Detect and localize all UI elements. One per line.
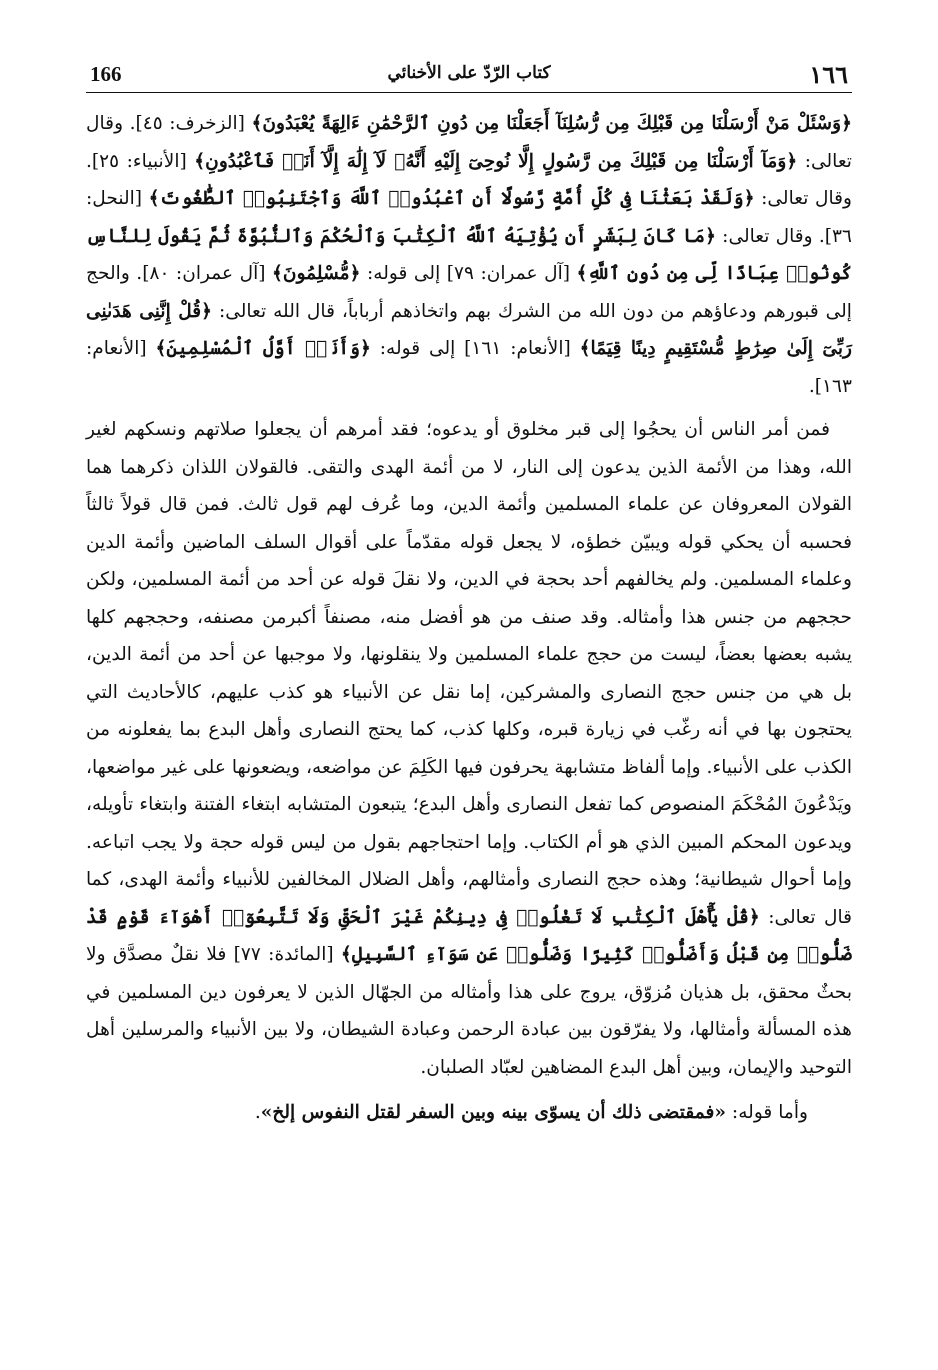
text-run: [الأنعام: ١٦٣]. bbox=[86, 338, 852, 397]
text-run: [الزخرف: ٤٥]. وقال تعالى: bbox=[86, 113, 852, 172]
closing-line bbox=[86, 1094, 852, 1132]
quran-verse: ﴿وَسْئَلْ مَنْ أَرْسَلْنَا مِن قَبْلِكَ مِن رُّسُلِنَآ أَجَعَلْنَا مِن دُونِ ٱلرَّحْمَٰنِ ءَالِهَةً يُعْبَدُونَ﴾ bbox=[251, 113, 852, 134]
closing-suffix: . bbox=[254, 1102, 261, 1123]
paragraph-quran-citations bbox=[86, 105, 852, 405]
text-run: [المائدة: ٧٧] فلا نقلٌ مصدَّق ولا بحثٌ محقق، بل هذيان مُزوّق، يروج على هذا وأمثاله من الجهّال الذين لا يعرفون دين المسلمين في هذه المسألة وأمثالها، ولا يفرّقون بين عبادة الرحمن وعبادة الشيطان، ولا بين الأنبياء والمرسلين أهل التوحيد والإيمان، وبين أهل البدع المضاهين لعبّاد الصلبان. bbox=[86, 944, 852, 1078]
quran-verse: ﴿مُّسْلِمُونَ﴾ bbox=[272, 263, 361, 284]
paragraph-main bbox=[86, 411, 852, 1086]
quran-verse: ﴿قُلْ يَٰٓأَهْلَ ٱلْكِتَٰبِ لَا تَغْلُوا۟ فِى دِينِكُمْ غَيْرَ ٱلْحَقِّ وَلَا تَتَّبِعُوٓا۟ أَهْوَآءَ قَوْمٍ قَدْ ضَلُّوا۟ مِن قَبْلُ وَأَضَلُّوا۟ كَثِيرًا وَضَلُّوا۟ عَن سَوَآءِ ٱلسَّبِيلِ﴾ bbox=[86, 906, 852, 965]
page-number-arabic: ١٦٦ bbox=[809, 60, 848, 89]
quran-verse: ﴿وَأَنَا۠ أَوَّلُ ٱلْمُسْلِمِينَ﴾ bbox=[155, 338, 371, 359]
closing-quote: «فمقتضى ذلك أن يسوّى بينه وبين السفر لقتل النفوس إلخ» bbox=[260, 1102, 727, 1123]
text-run: [آل عمران: ٧٩] إلى قوله: bbox=[360, 263, 577, 284]
page-number-latin: 166 bbox=[90, 62, 122, 86]
quran-verse: ﴿قُلْ إِنَّنِى هَدَىٰنِى رَبِّىٓ إِلَىٰ صِرَٰطٍ مُّسْتَقِيمٍ دِينًا قِيَمًا﴾ bbox=[86, 300, 852, 359]
page-header bbox=[86, 52, 852, 93]
text-run: [النحل: ٣٦]. وقال تعالى: bbox=[86, 188, 852, 247]
book-title: كتاب الرّدّ على الأخنائي bbox=[387, 63, 551, 83]
text-run: فمن أمر الناس أن يحجُوا إلى قبر مخلوق أو يدعوه؛ فقد أمرهم أن يجعلوا صلاتهم ونسكهم لغير الله، وهذا من الأئمة الذين يدعون إلى النار، لا من أئمة الهدى والتقى. فالقولان اللذان ذكرهما هما القولان المعروفان عن علماء المسلمين وأئمة الدين، وما عُرف لهم قول ثالث. فمن قال قولاً ثالثاً فحسبه أن يحكي قوله ويبيّن خطؤه، لا يجعل قوله مقدّماً على أقوال السلف الماضين وأئمة الدين وعلماء المسلمين. ولم يخالفهم أحد بحجة في الدين، ولا نقلَ قوله عن أحد من أئمة المسلمين، ولكن حججهم من جنس هذا وأمثاله. وقد صنف من هو أفضل منه، مصنفاً أكبرمن مصنفه، وحججهم كلها يشبه بعضها بعضاً، ليست من حجج علماء المسلمين ولا ينقلونها، ولا موجبها عن أحد من أئمة الدين، بل هي من جنس حجج النصارى والمشركين، إما نقل عن الأنبياء هو كذب عليهم، كالأحاديث التي يحتجون بها في أنه رغّب في زيارة قبره، وكلها كذب، كما يحتج النصارى وأهل البدع بما يفعلونه من الكذب على الأنبياء. وإما ألفاظ متشابهة يحرفون فيها الكَلِمَ عن مواضعه، ويضعونها على غير مواضعها، ويَدْعُونَ المُحْكَمَ المنصوص كما تفعل النصارى وأهل البدع؛ يتبعون المتشابه ابتغاء الفتنة وابتغاء تأويله، ويدعون المحكم المبين الذي هو أم الكتاب. وإما احتجاجهم بقول من ليس قوله حجة ولا يجب اتباعه. وإما أحوال شيطانية؛ وهذه حجج النصارى وأمثالهم، وأهل الضلال المخالفين للأنبياء وأئمة الهدى، كما قال تعالى: bbox=[86, 419, 853, 928]
book-page bbox=[86, 52, 852, 1350]
quran-verse: ﴿وَمَآ أَرْسَلْنَا مِن قَبْلِكَ مِن رَّسُولٍ إِلَّا نُوحِىٓ إِلَيْهِ أَنَّهُۥ لَآ إِلَٰهَ إِلَّآ أَنَا۠ فَٱعْبُدُونِ﴾ bbox=[194, 150, 798, 172]
quran-verse: ﴿مَا كَانَ لِبَشَرٍ أَن يُؤْتِيَهُ ٱللَّهُ ٱلْكِتَٰبَ وَٱلْحُكْمَ وَٱلنُّبُوَّةَ ثُمَّ يَقُولَ لِلنَّاسِ كُونُوا۟ عِبَادًا لِّى مِن دُونِ ٱللَّهِ﴾ bbox=[86, 225, 852, 284]
text-run: [آل عمران: ٨٠]. والحج إلى قبورهم ودعاؤهم من دون الله من الشرك بهم واتخاذهم أرباباً، قال الله تعالى: bbox=[86, 263, 852, 322]
text-run: [الأنبياء: ٢٥]. وقال تعالى: bbox=[86, 150, 852, 209]
text-run: [الأنعام: ١٦١] إلى قوله: bbox=[370, 338, 580, 359]
quran-verse: ﴿وَلَقَدْ بَعَثْنَا فِى كُلِّ أُمَّةٍ رَّسُولًا أَنِ ٱعْبُدُوا۟ ٱللَّهَ وَٱجْتَنِبُوا۟ ٱلطَّٰغُوتَ﴾ bbox=[148, 188, 755, 209]
closing-prefix: وأما قوله: bbox=[726, 1102, 808, 1123]
page-body bbox=[86, 105, 852, 1086]
